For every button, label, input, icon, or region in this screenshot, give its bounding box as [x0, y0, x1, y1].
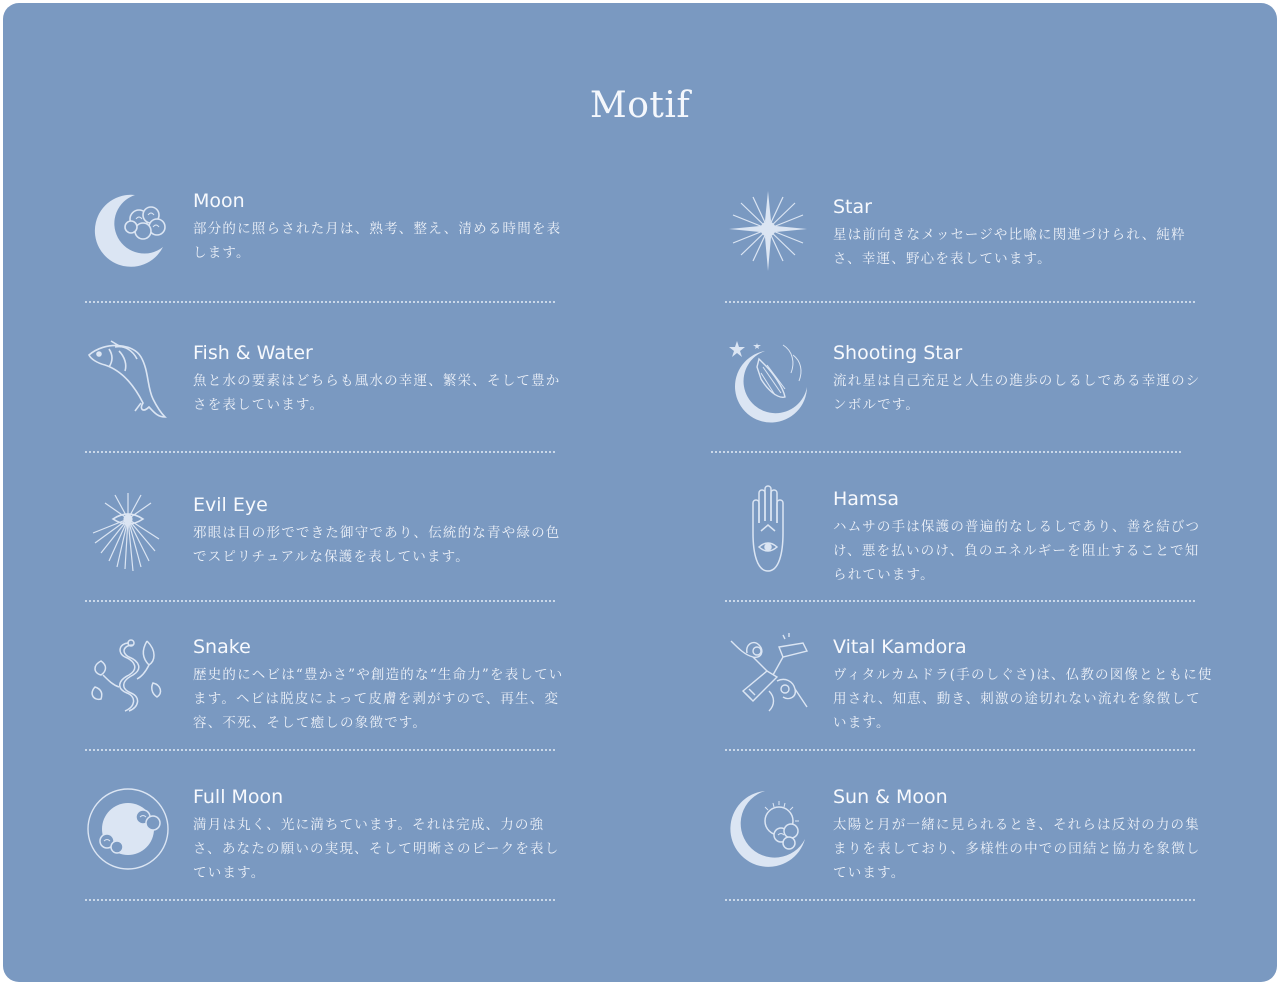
full-moon-icon	[83, 781, 173, 871]
snake-icon	[83, 631, 173, 721]
star-icon	[723, 191, 813, 281]
page-title: Motif	[589, 85, 691, 126]
vital-kamdora-hands-icon	[723, 631, 813, 721]
motif-name: Snake	[193, 636, 251, 658]
motif-name: Vital Kamdora	[833, 636, 967, 658]
motif-description: ハムサの手は保護の普遍的なしるしであり、善を結びつけ、悪を払いのけ、負のエネルギーを阻止することで知られています。	[833, 519, 1201, 583]
divider	[711, 451, 1181, 453]
crescent-moon-clouds-icon	[83, 185, 173, 275]
motif-description: ヴィタルカムドラ(手のしぐさ)は、仏教の図像とともに使用され、知恵、動き、刺激の途切れない流れを象徴しています。	[833, 667, 1213, 731]
divider	[85, 451, 555, 453]
motif-description: 太陽と月が一緒に見られるとき、それらは反対の力の集まりを表しており、多様性の中での団結と協力を象徴しています。	[833, 817, 1201, 881]
motif-description: 部分的に照らされた月は、熟考、整え、清める時間を表します。	[193, 221, 562, 261]
motif-panel	[3, 3, 1277, 982]
motif-description: 星は前向きなメッセージや比喩に関連づけられ、純粋さ、幸運、野心を表しています。	[833, 227, 1186, 267]
divider	[725, 301, 1195, 303]
motif-name: Shooting Star	[833, 342, 963, 364]
motif-description: 満月は丸く、光に満ちています。それは完成、力の強さ、あなたの願いの実現、そして明晰さのピークを表しています。	[193, 817, 560, 881]
motif-description: 魚と水の要素はどちらも風水の幸運、繁栄、そして豊かさを表しています。	[193, 373, 561, 413]
divider	[725, 749, 1195, 751]
divider	[725, 600, 1195, 602]
motif-name: Evil Eye	[193, 494, 268, 516]
sun-moon-icon	[723, 781, 813, 871]
divider	[85, 301, 555, 303]
divider	[85, 600, 555, 602]
motif-name: Full Moon	[193, 786, 284, 808]
motif-description: 流れ星は自己充足と人生の進歩のしるしである幸運のシンボルです。	[833, 373, 1201, 413]
motif-name: Fish & Water	[193, 342, 313, 364]
evil-eye-icon	[83, 489, 173, 579]
motif-description: 邪眼は目の形でできた御守であり、伝統的な青や緑の色でスピリチュアルな保護を表しています。	[193, 525, 561, 565]
motif-name: Moon	[193, 190, 245, 212]
divider	[85, 899, 555, 901]
shooting-star-icon	[723, 337, 813, 427]
divider	[725, 899, 1195, 901]
hamsa-hand-icon	[723, 483, 813, 573]
motif-name: Sun & Moon	[833, 786, 948, 808]
motif-description: 歴史的にヘビは“豊かさ”や創造的な“生命力”を表しています。ヘビは脱皮によって皮膚を剥がすので、再生、変容、不死、そして癒しの象徴です。	[193, 667, 564, 731]
motif-name: Hamsa	[833, 488, 899, 510]
motif-name: Star	[833, 196, 872, 218]
fish-icon	[83, 337, 173, 427]
divider	[85, 749, 555, 751]
